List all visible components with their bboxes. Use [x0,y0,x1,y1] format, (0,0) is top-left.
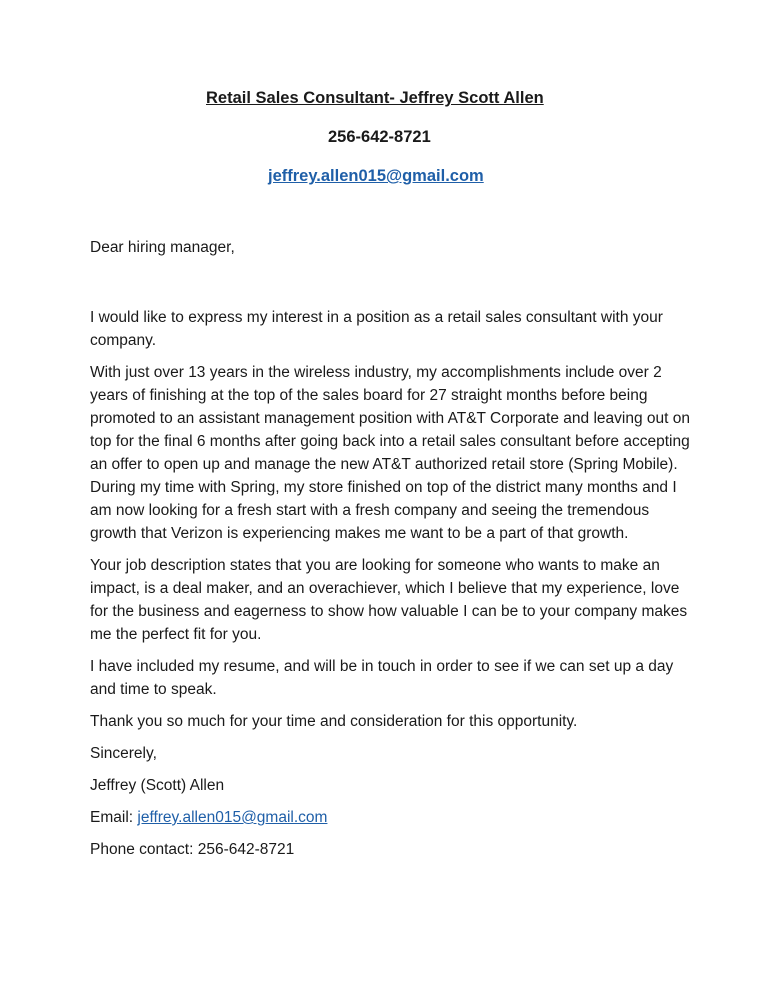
contact-phone [90,838,690,861]
signature: Jeffrey (Scott) Allen [90,777,225,794]
contact-email [90,806,690,829]
salutation: Dear hiring manager, [90,239,235,256]
paragraph-intro: I would like to express my interest in a position as a retail sales consultant with your company. [90,309,663,349]
phone-label: Phone contact: [90,841,198,858]
letter-body [90,236,690,870]
closing: Sincerely, [90,745,157,762]
email-link[interactable]: jeffrey.allen015@gmail.com [137,809,328,826]
letter-title: Retail Sales Consultant- Jeffrey Scott Allen [206,89,544,107]
phone-value: 256-642-8721 [197,841,295,858]
paragraph-resume: I have included my resume, and will be in touch in order to see if we can set up a day and time to speak. [90,658,674,698]
paragraph-experience: With just over 13 years in the wireless industry, my accomplishments include over 2 years of finishing at the top of the sales board for 27 straight months before being promoted to an assistant management position with AT&T Corporate and leaving out on top for the final 6 months after going back into a retail sales consultant before accepting an offer to open up and manage the new AT&T authorized retail store (Spring Mobile). During my time with Spring, my store finished on top of the district many months and I am now looking for a fresh start with a fresh company and seeing the tremendous growth that Verizon is experiencing makes me want to be a part of that growth. [90,364,690,542]
header-email-link[interactable]: jeffrey.allen015@gmail.com [268,167,484,185]
paragraph-fit: Your job description states that you are looking for someone who wants to make an impact, is a deal maker, and an overachiever, which I believe that my experience, love for the business and eagerness to show how valuable I can be to your company makes me the perfect fit for you. [90,557,688,643]
paragraph-thanks: Thank you so much for your time and consideration for this opportunity. [90,713,578,730]
header-phone: 256-642-8721 [328,128,431,146]
email-label: Email: [90,809,138,826]
